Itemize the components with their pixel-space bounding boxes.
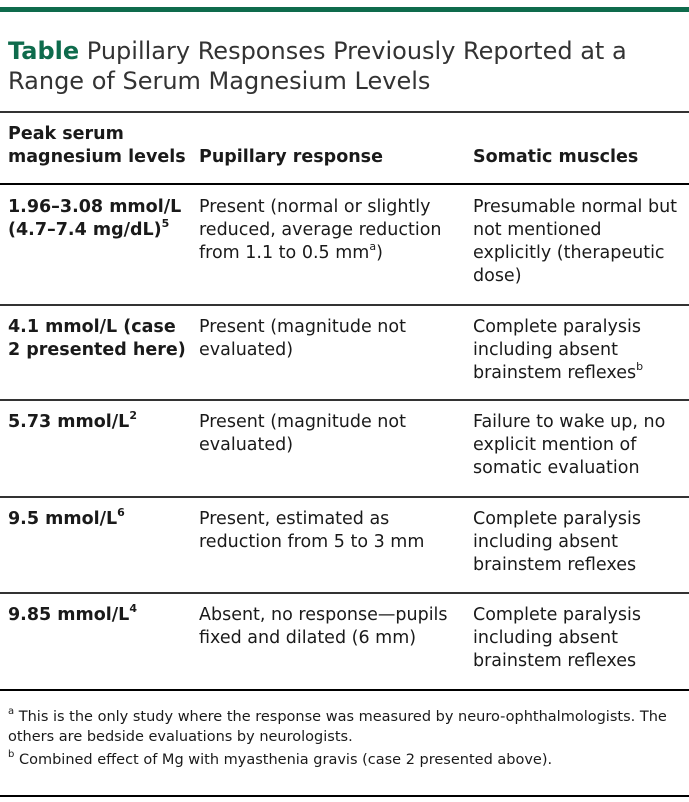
table-row-level: 1.96–3.08 mmol/L (4.7–7.4 mg/dL)$^5$: [8, 197, 182, 240]
table-row-somatic: Complete paralysis including absent brainstem reflexes: [473, 509, 641, 575]
footnote-mark: a: [369, 240, 377, 254]
table-row-level: 4.1 mmol/L (case 2 presented here): [8, 317, 186, 360]
table-row-level: 9.5 mmol/$L^6$: [8, 506, 125, 529]
reference-superscript: 5: [161, 217, 170, 231]
header-pupillary-response: Pupillary response: [199, 147, 383, 167]
table-row-pupil: Present, estimated as reduction from 5 to 3 mm: [199, 509, 425, 552]
footnote-b: $^b$ Combined effect of Mg with myasthenia gravis (case 2 presented above).: [8, 749, 553, 768]
footnote-a: $^a$ This is the only study where the response was measured by neuro-ophthalmologists. The others are bedside evaluations by neurologists.: [8, 706, 667, 745]
table-title-text: Pupillary Responses Previously Reported at a Range of Serum Magnesium Levels: [8, 37, 627, 95]
top-accent-bar: [0, 7, 689, 12]
row-divider: [0, 399, 689, 401]
table-row-level: 5.73 mmol/$L^2$: [8, 409, 137, 432]
reference-superscript: 2: [129, 409, 137, 423]
title-rule: [0, 111, 689, 113]
table-row-pupil: Present (magnitude not evaluated): [199, 317, 406, 360]
header-rule: [0, 183, 689, 185]
reference-superscript: 4: [129, 602, 137, 616]
table-row-somatic: Complete paralysis including absent brainstem reflexes$^b$: [473, 317, 644, 383]
footnote-mark: b: [636, 360, 644, 374]
table-row-somatic: Complete paralysis including absent brainstem reflexes: [473, 605, 641, 671]
row-divider: [0, 496, 689, 498]
header-serum-levels: Peak serum magnesium levels: [8, 124, 186, 167]
table-row-somatic: Failure to wake up, no explicit mention of somatic evaluation: [473, 412, 666, 478]
table-row-pupil: Absent, no response—pupils fixed and dilated (6 mm): [199, 605, 448, 648]
header-somatic-muscles: Somatic muscles: [473, 147, 639, 167]
row-divider: [0, 304, 689, 306]
table-title: [8, 36, 678, 96]
table-bottom-rule: [0, 689, 689, 691]
table-label: Table: [8, 37, 80, 65]
page-bottom-rule: [0, 795, 689, 797]
table-row-somatic: Presumable normal but not mentioned explicitly (therapeutic dose): [473, 197, 678, 286]
table-row-pupil: Present (normal or slightly reduced, average reduction from 1.1 to 0.5 $mm^a$): [199, 197, 442, 263]
reference-superscript: 6: [117, 506, 125, 520]
row-divider: [0, 592, 689, 594]
table-row-pupil: Present (magnitude not evaluated): [199, 412, 406, 455]
table-row-level: 9.85 mmol/$L^4$: [8, 602, 137, 625]
